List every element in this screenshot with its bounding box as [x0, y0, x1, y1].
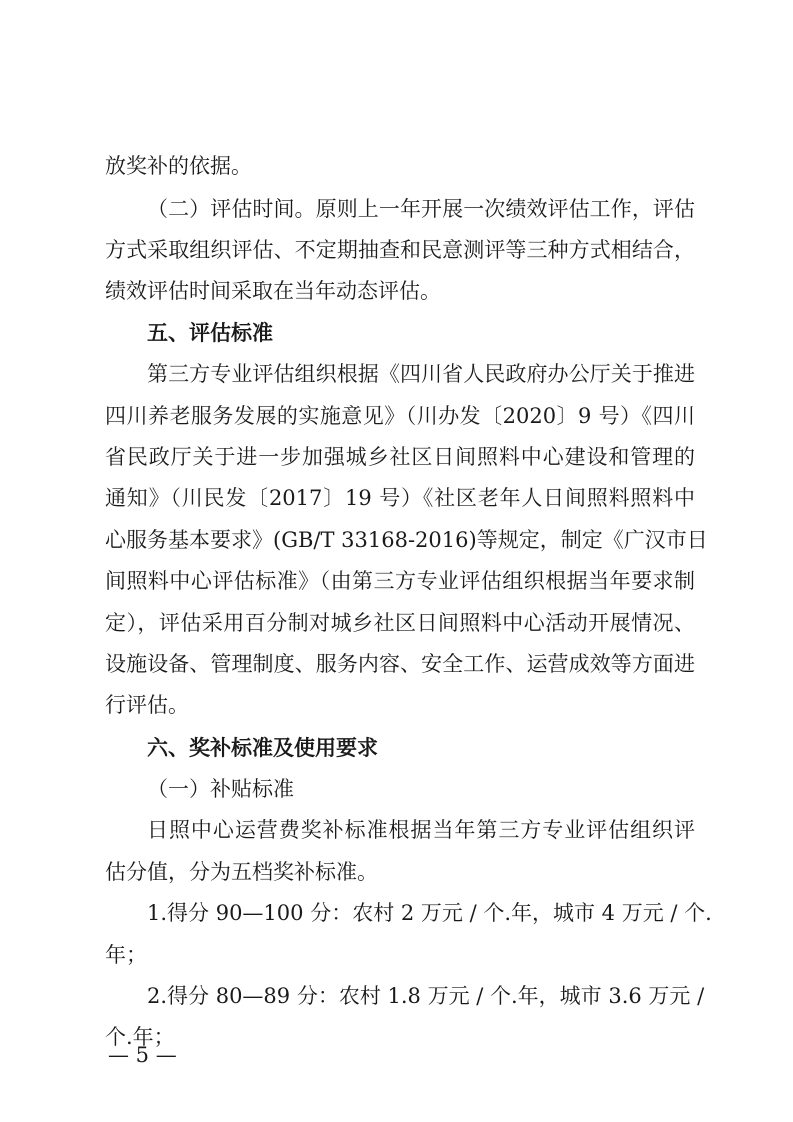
text-line: 个.年；	[105, 1025, 175, 1049]
section-heading: 六、奖补标准及使用要求	[147, 736, 378, 760]
text-line: 定），评估采用百分制对城乡社区日间照料中心活动开展情况、	[105, 611, 695, 635]
page-number: — 5 —	[108, 1043, 177, 1067]
text-line: 估分值，分为五档奖补标准。	[105, 860, 378, 884]
text-line: 行评估。	[105, 693, 189, 717]
text-line: 通知》（川民发〔2017〕19 号）《社区老年人日间照料照料中	[105, 486, 695, 510]
text-line: 年；	[105, 943, 147, 967]
subsection-heading: （一）补贴标准	[147, 777, 294, 801]
text-line: 省民政厅关于进一步加强城乡社区日间照料中心建设和管理的	[105, 445, 695, 469]
text-line: 设施设备、管理制度、服务内容、安全工作、运营成效等方面进	[105, 652, 695, 676]
text-line: 四川养老服务发展的实施意见》（川办发〔2020〕9 号）《四川	[105, 404, 695, 428]
text-line: 2.得分 80—89 分：农村 1.8 万元 / 个.年，城市 3.6 万元 /	[147, 984, 705, 1008]
text-line: 放奖补的依据。	[105, 154, 252, 178]
text-line: 第三方专业评估组织根据《四川省人民政府办公厅关于推进	[147, 362, 695, 386]
text-line: 心服务基本要求》(GB/T 33168-2016)等规定，制定《广汉市日	[105, 528, 708, 552]
text-line: 绩效评估时间采取在当年动态评估。	[105, 279, 441, 303]
text-line: 方式采取组织评估、不定期抽查和民意测评等三种方式相结合，	[105, 238, 695, 262]
text-line: （二）评估时间。原则上一年开展一次绩效评估工作，评估	[147, 197, 695, 221]
text-line: 间照料中心评估标准》（由第三方专业评估组织根据当年要求制	[105, 569, 695, 593]
text-line: 1.得分 90—100 分：农村 2 万元 / 个.年，城市 4 万元 / 个.	[147, 901, 712, 925]
section-heading: 五、评估标准	[147, 321, 273, 345]
text-line: 日照中心运营费奖补标准根据当年第三方专业评估组织评	[147, 818, 695, 842]
